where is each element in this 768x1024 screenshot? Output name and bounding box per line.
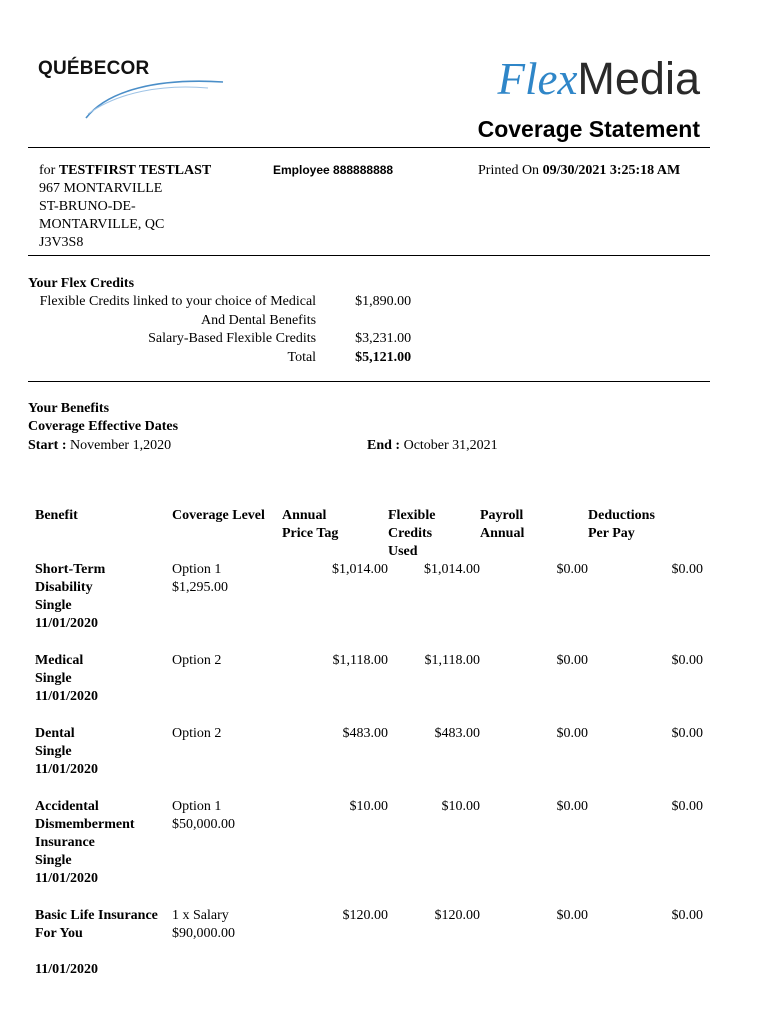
benefit-name: Medical Single 11/01/2020 (35, 653, 99, 704)
benefit-name: Accidental Dismemberment Insurance Single 11/01/2020 (35, 799, 135, 886)
employee-address-block (39, 162, 259, 252)
benefit-name: Dental Single 11/01/2020 (35, 726, 99, 777)
column-header: Benefit (35, 508, 78, 523)
coverage-level: Option 1 $1,295.00 (172, 562, 228, 595)
credits-used: $10.00 (441, 799, 480, 814)
annual-price: $10.00 (349, 799, 388, 814)
coverage-dates-title: Coverage Effective Dates (28, 419, 179, 434)
credit-amount (316, 312, 448, 331)
payroll-annual: $0.00 (556, 653, 588, 668)
column-header: Payroll Annual (480, 508, 525, 541)
column-header: Annual Price Tag (282, 508, 339, 541)
deductions-per-pay: $0.00 (671, 562, 703, 577)
section-divider (28, 381, 710, 382)
credit-amount: $1,890.00 (355, 294, 412, 309)
payroll-annual: $0.00 (556, 726, 588, 741)
benefits-header-row (35, 507, 703, 561)
table-row (35, 561, 703, 652)
column-header: Deductions Per Pay (588, 508, 655, 541)
section-divider (28, 255, 710, 256)
table-row (35, 798, 703, 907)
flexmedia-logo-flex: Flex (497, 54, 578, 104)
address-line: J3V3S8 (39, 235, 84, 250)
annual-price: $120.00 (342, 908, 388, 923)
credits-used: $120.00 (434, 908, 480, 923)
coverage-level: Option 2 (172, 726, 222, 741)
flexmedia-logo-media: Media (577, 53, 700, 104)
deductions-per-pay: $0.00 (671, 908, 703, 923)
for-label: for (39, 163, 56, 178)
address-line: MONTARVILLE, QC (39, 217, 165, 232)
flex-credits-table (28, 293, 448, 367)
coverage-level: Option 1 $50,000.00 (172, 799, 235, 832)
quebecor-logo (38, 58, 198, 118)
header-divider (28, 147, 710, 148)
address-line: 967 MONTARVILLE (39, 181, 163, 196)
credit-row-total (28, 349, 448, 368)
credit-label: And Dental Benefits (200, 312, 317, 328)
table-row (35, 652, 703, 725)
employee-name: TESTFIRST TESTLAST (58, 163, 212, 178)
table-row (35, 725, 703, 798)
credit-total-amount: $5,121.00 (355, 349, 412, 365)
credit-amount: $3,231.00 (355, 331, 412, 346)
start-date: November 1,2020 (70, 438, 172, 453)
column-header: Flexible Credits Used (388, 508, 436, 559)
credit-label: Flexible Credits linked to your choice of Medical (39, 294, 317, 309)
benefits-heading (28, 400, 178, 436)
column-header: Coverage Level (172, 508, 265, 523)
deductions-per-pay: $0.00 (671, 799, 703, 814)
credits-used: $483.00 (434, 726, 480, 741)
payroll-annual: $0.00 (556, 562, 588, 577)
credit-row (28, 293, 448, 312)
payroll-annual: $0.00 (556, 908, 588, 923)
end-date: October 31,2021 (403, 438, 498, 453)
document-title: Coverage Statement (477, 116, 700, 142)
credits-used: $1,118.00 (424, 653, 480, 668)
benefit-name: Basic Life Insurance For You 11/01/2020 (35, 908, 158, 977)
annual-price: $1,014.00 (332, 562, 388, 577)
printed-on (478, 162, 680, 180)
deductions-per-pay: $0.00 (671, 726, 703, 741)
deductions-per-pay: $0.00 (671, 653, 703, 668)
benefits-table (35, 507, 703, 979)
table-row (35, 907, 703, 979)
credit-label: Salary-Based Flexible Credits (148, 331, 317, 346)
coverage-level: Option 2 (172, 653, 222, 668)
credits-used: $1,014.00 (424, 562, 480, 577)
coverage-level: 1 x Salary $90,000.00 (172, 908, 235, 941)
credit-row (28, 330, 448, 349)
annual-price: $1,118.00 (332, 653, 388, 668)
coverage-start (28, 437, 171, 455)
swoosh-icon (78, 70, 228, 120)
printed-label: Printed On (478, 163, 540, 178)
quebecor-wordmark: QUÉBECOR (38, 58, 150, 79)
flexmedia-logo (497, 53, 700, 104)
credit-row (28, 312, 448, 331)
credit-label: Total (287, 349, 317, 365)
address-line: ST-BRUNO-DE- (39, 199, 136, 214)
flex-credits-heading: Your Flex Credits (28, 276, 135, 291)
benefit-name: Short-Term Disability Single 11/01/2020 (35, 562, 106, 631)
coverage-end (367, 437, 498, 455)
employee-number: Employee 888888888 (273, 163, 394, 177)
annual-price: $483.00 (342, 726, 388, 741)
start-label: Start : (28, 438, 67, 453)
end-label: End : (367, 438, 401, 453)
payroll-annual: $0.00 (556, 799, 588, 814)
printed-date: 09/30/2021 3:25:18 AM (542, 163, 681, 178)
benefits-title: Your Benefits (28, 401, 110, 416)
